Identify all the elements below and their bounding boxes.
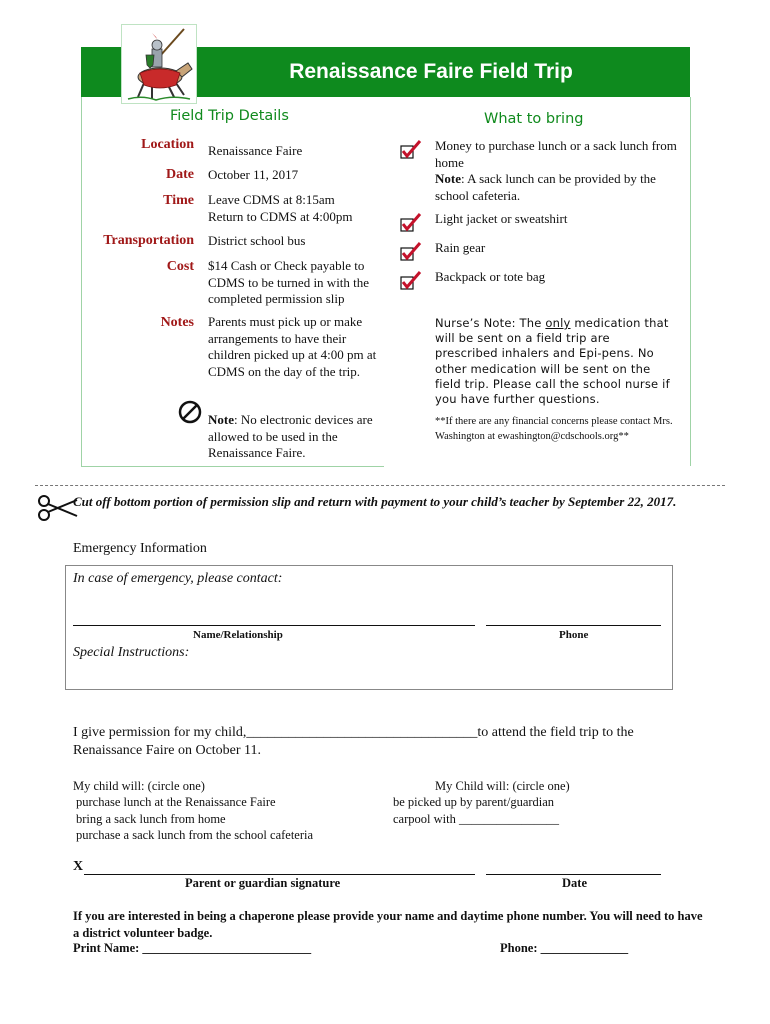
transportation-label: Transportation bbox=[103, 233, 194, 248]
checkbox-checked-icon bbox=[400, 213, 422, 233]
bring-item-rain-gear: Rain gear bbox=[435, 240, 486, 255]
cost-value: $14 Cash or Check payable to CDMS to be turned in with the completed permission slip bbox=[208, 258, 370, 306]
signature-x: X bbox=[73, 859, 84, 874]
notes-label: Notes bbox=[160, 315, 194, 330]
date-label: Date bbox=[562, 876, 587, 890]
special-instructions-label: Special Instructions: bbox=[73, 645, 190, 660]
time-value-leave: Leave CDMS at 8:15am bbox=[208, 192, 335, 207]
electronics-note-prefix: Note bbox=[208, 412, 234, 427]
nurse-note-emphasis: only bbox=[545, 316, 571, 330]
bring-item-backpack: Backpack or tote bag bbox=[435, 269, 546, 284]
lunch-option: purchase lunch at the Renaissance Faire bbox=[76, 795, 276, 810]
cut-instruction: Cut off bottom portion of permission slip and return with payment to your child’s teacher by September 22, 2017. bbox=[73, 494, 677, 509]
electronics-note-text: : No electronic devices are allowed to be used in the Renaissance Faire. bbox=[208, 412, 373, 460]
pickup-options bbox=[393, 778, 570, 827]
pickup-option: be picked up by parent/guardian bbox=[393, 795, 555, 810]
nurse-note-after: medication that will be sent on a field trip are prescribed inhalers and Epi-pens. No other medication will be sent on the field trip. Please call the school nurse if you have further questions. bbox=[435, 316, 670, 407]
time-label: Time bbox=[163, 193, 194, 208]
lunch-options bbox=[73, 778, 313, 843]
knight-on-horse-icon bbox=[121, 24, 197, 104]
checkbox-checked-icon bbox=[400, 271, 422, 291]
bring-item-money-note bbox=[435, 171, 680, 204]
phone-line bbox=[486, 625, 661, 626]
location-label: Location bbox=[141, 137, 194, 152]
checkbox-checked-icon bbox=[400, 242, 422, 262]
name-relationship-label: Name/Relationship bbox=[193, 629, 283, 641]
date-label: Date bbox=[166, 167, 194, 182]
time-value-return: Return to CDMS at 4:00pm bbox=[208, 208, 353, 224]
electronics-note bbox=[208, 412, 378, 462]
pickup-option: carpool with ________________ bbox=[393, 811, 559, 826]
notes-value: Parents must pick up or make arrangements to have their children picked up at 4:00 pm at CDMS on the day of the trip. bbox=[208, 314, 377, 379]
bring-note-prefix: Note bbox=[435, 171, 461, 186]
lunch-option: bring a sack lunch from home bbox=[76, 811, 226, 826]
emergency-title: Emergency Information bbox=[73, 541, 207, 556]
transportation-value: District school bus bbox=[208, 233, 306, 248]
bring-note-text: : A sack lunch can be provided by the school cafeteria. bbox=[435, 171, 656, 203]
cut-line bbox=[35, 485, 725, 486]
signature-label: Parent or guardian signature bbox=[185, 876, 341, 890]
lunch-options-title: My child will: (circle one) bbox=[73, 779, 205, 793]
bring-item-money: Money to purchase lunch or a sack lunch from home bbox=[435, 138, 677, 170]
cost-label: Cost bbox=[166, 259, 194, 274]
page-title: Renaissance Faire Field Trip bbox=[289, 60, 573, 83]
nurse-note-before: Nurse’s Note: The bbox=[435, 316, 546, 330]
contact-prompt: In case of emergency, please contact: bbox=[73, 571, 283, 586]
phone-label: Phone bbox=[559, 629, 589, 641]
permission-line-2: Renaissance Faire on October 11. bbox=[73, 743, 262, 758]
name-line bbox=[73, 625, 475, 626]
bring-item-jacket: Light jacket or sweatshirt bbox=[435, 211, 568, 226]
chaperone-text: If you are interested in being a chaperone please provide your name and daytime phone number. You will need to have a district volunteer badge. bbox=[73, 909, 703, 940]
bring-heading: What to bring bbox=[484, 111, 584, 127]
phone-field: Phone: ______________ bbox=[500, 941, 629, 955]
date-value: October 11, 2017 bbox=[208, 167, 299, 182]
print-name-field: Print Name: ___________________________ bbox=[73, 941, 312, 955]
location-value: Renaissance Faire bbox=[208, 143, 303, 158]
pickup-options-title: My Child will: (circle one) bbox=[435, 779, 570, 793]
date-line bbox=[486, 874, 661, 875]
permission-line-1: I give permission for my child,_________________________________to attend the field trip to the bbox=[73, 725, 634, 740]
lunch-option: purchase a sack lunch from the school cafeteria bbox=[76, 827, 314, 842]
nurse-note bbox=[435, 316, 675, 407]
prohibited-icon bbox=[178, 400, 202, 424]
details-heading: Field Trip Details bbox=[170, 108, 289, 124]
financial-note: **If there are any financial concerns please contact Mrs. Washington at ewashington@cdschools.org** bbox=[435, 416, 673, 442]
checkbox-checked-icon bbox=[400, 140, 422, 160]
signature-line bbox=[84, 874, 475, 875]
